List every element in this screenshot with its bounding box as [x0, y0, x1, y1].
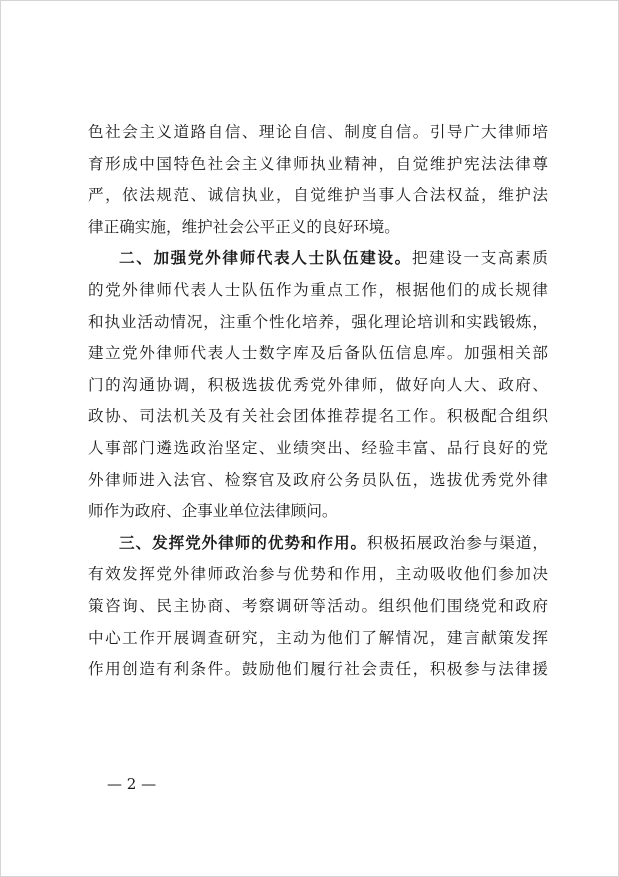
body-line: 作用创造有利条件。鼓励他们履行社会责任，积极参与法律援	[88, 660, 548, 679]
body-line: 严，依法规范、诚信执业，自觉维护当事人合法权益，维护法	[88, 186, 548, 205]
body-line: 育形成中国特色社会主义律师执业精神，自觉维护宪法法律尊	[88, 154, 548, 173]
body-line: 和执业活动情况，注重个性化培养，强化理论培训和实践锻炼，	[88, 312, 548, 331]
body-line: 外律师进入法官、检察官及政府公务员队伍，选拔优秀党外律	[88, 470, 548, 489]
body-line: 中心工作开展调查研究，主动为他们了解情况，建言献策发挥	[88, 628, 548, 647]
body-line: 策咨询、民主协商、考察调研等活动。组织他们围绕党和政府	[88, 596, 548, 615]
body-line: 的党外律师代表人士队伍作为重点工作，根据他们的成长规律	[88, 280, 548, 299]
body-line: 师作为政府、企事业单位法律顾问。	[88, 502, 338, 521]
section-heading-line	[88, 243, 548, 275]
body-line: 人事部门遴选政治坚定、业绩突出、经验丰富、品行良好的党	[88, 438, 548, 457]
section-heading-line	[88, 528, 548, 560]
page-number: — 2 —	[107, 775, 157, 793]
body-text: 积极拓展政治参与渠道，	[367, 533, 548, 552]
body-line: 建立党外律师代表人士数字库及后备队伍信息库。加强相关部	[88, 344, 548, 363]
document-body	[88, 117, 548, 686]
body-line: 政协、司法机关及有关社会团体推荐提名工作。积极配合组织	[88, 407, 548, 426]
body-line: 门的沟通协调，积极选拔优秀党外律师，做好向人大、政府、	[88, 375, 548, 394]
body-line: 有效发挥党外律师政治参与优势和作用，主动吸收他们参加决	[88, 565, 548, 584]
section-heading: 三、发挥党外律师的优势和作用。	[119, 533, 368, 552]
body-text: 把建设一支高素质	[411, 249, 548, 268]
body-line: 律正确实施，维护社会公平正义的良好环境。	[88, 217, 400, 236]
section-heading: 二、加强党外律师代表人士队伍建设。	[119, 249, 412, 268]
body-line: 色社会主义道路自信、理论自信、制度自信。引导广大律师培	[88, 123, 548, 141]
